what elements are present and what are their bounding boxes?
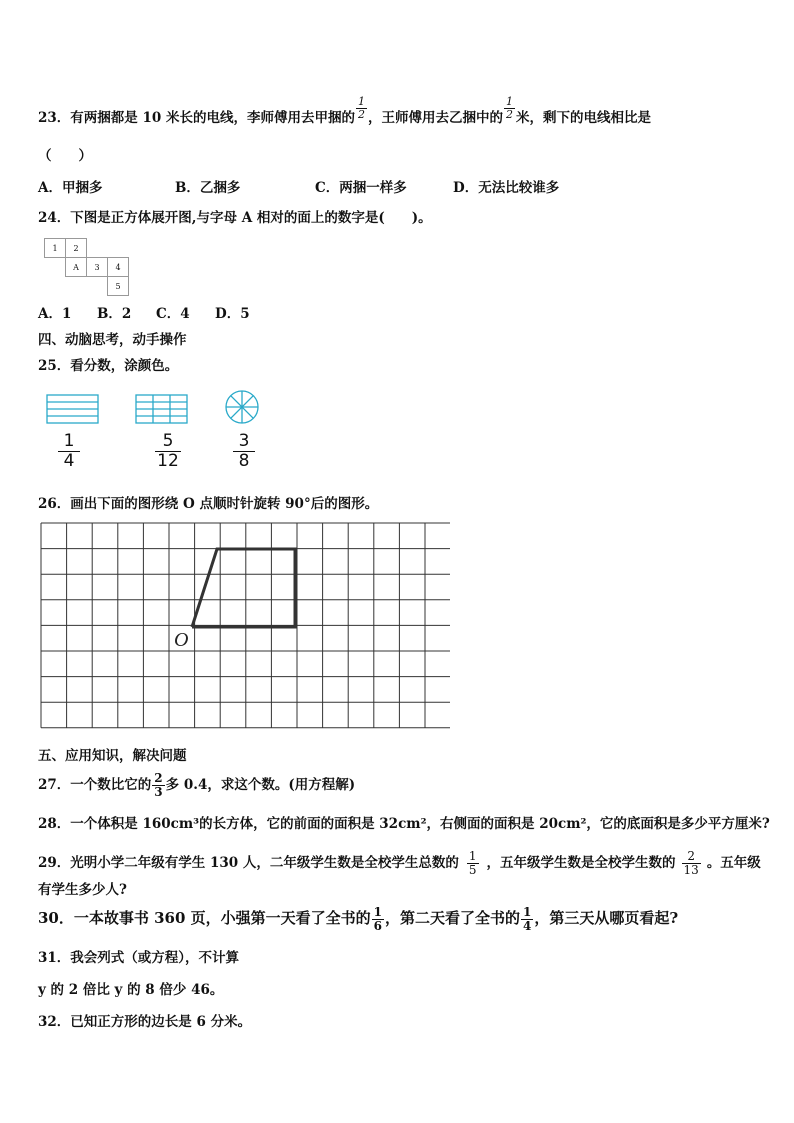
net-cell: 4 (108, 258, 129, 277)
option-c[interactable]: C．4 (156, 306, 190, 322)
fraction: $\frac{1}{2}$ (505, 95, 513, 121)
drawing-grid[interactable] (40, 522, 450, 732)
fraction-label: $\frac{1}{4}$ (58, 432, 80, 470)
option-c[interactable]: C．两捆一样多 (315, 180, 407, 196)
circle-eighths[interactable] (226, 391, 258, 423)
question-number: 30． (38, 909, 74, 927)
question-text: 画出下面的图形绕 O 点顺时针旋转 90°后的图形。 (70, 496, 379, 512)
question-number: 29． (38, 855, 71, 871)
question-23: 23．有两捆都是 10 米长的电线，李师傅用去甲捆的 $\frac{1}{2}$ ，王师傅用去乙捆中的 $\frac{1}{2}$ 米，剩下的电线相比是 (38, 95, 651, 126)
rect-quarters[interactable] (47, 395, 98, 423)
section-heading: 四、动脑思考，动手操作 (38, 332, 187, 348)
option-d[interactable]: D．无法比较谁多 (453, 180, 560, 196)
cube-net (44, 238, 129, 296)
fraction: $\frac{2}{13}$ (683, 849, 699, 877)
question-text: 一个体积是 160cm³的长方体，它的前面的面积是 32cm²，右侧面的面积是 20cm²，它的底面积是多少平方厘米? (70, 816, 770, 832)
question-number: 24． (38, 210, 71, 226)
fraction-shapes (0, 380, 300, 430)
option-a[interactable]: A．甲捆多 (38, 180, 103, 196)
fraction-label: $\frac{5}{12}$ (155, 432, 181, 470)
section-heading: 五、应用知识，解决问题 (38, 748, 187, 764)
question-number: 26． (38, 496, 71, 512)
question-28 (38, 812, 770, 832)
question-number: 31． (38, 950, 71, 966)
shape-outline (192, 549, 295, 627)
option-a[interactable]: A．1 (38, 306, 72, 322)
question-text: 已知正方形的边长是 6 分米。 (70, 1014, 252, 1030)
question-29-cont: 有学生多少人? (38, 882, 127, 898)
fraction: $\frac{1}{2}$ (357, 95, 365, 121)
net-cell: 5 (108, 277, 129, 296)
question-25 (38, 354, 178, 374)
answer-paren: （ ） (38, 148, 92, 164)
question-27: 27．一个数比它的 $\frac{2}{3}$ 多 0.4，求这个数。(用方程解) (38, 771, 356, 799)
point-o-label: O (174, 629, 189, 651)
net-cell: 3 (87, 258, 108, 277)
question-number: 27． (38, 777, 71, 793)
question-number: 25． (38, 358, 71, 374)
question-text: 看分数，涂颜色。 (70, 358, 179, 374)
fraction: $\frac{1}{6}$ (373, 904, 382, 933)
question-number: 32． (38, 1014, 71, 1030)
question-30: 30．一本故事书 360 页，小强第一天看了全书的 $\frac{1}{6}$ ，第二天看了全书的 $\frac{1}{4}$ ，第三天从哪页看起? (38, 904, 679, 933)
fraction: $\frac{1}{5}$ (468, 849, 477, 877)
question-text: 我会列式（或方程），不计算 (70, 950, 240, 966)
net-cell: A (66, 258, 87, 277)
rect-twelfths[interactable] (136, 395, 187, 423)
fraction-label: $\frac{3}{8}$ (233, 432, 255, 470)
question-26 (38, 492, 378, 512)
question-number: 23． (38, 110, 71, 126)
fraction: $\frac{2}{3}$ (154, 771, 163, 799)
question-31 (38, 946, 239, 966)
question-31-sub: y 的 2 倍比 y 的 8 倍少 46。 (38, 982, 224, 998)
net-cell: 2 (66, 239, 87, 258)
fraction: $\frac{1}{4}$ (523, 904, 532, 933)
question-29: 29．光明小学二年级有学生 130 人，二年级学生数是全校学生总数的 $\frac{1}{5}$ ，五年级学生数是全校学生数的 $\frac{2}{13}$ 。五年级 (38, 849, 761, 877)
net-cell: 1 (45, 239, 66, 258)
option-d[interactable]: D．5 (215, 306, 250, 322)
question-number: 28． (38, 816, 71, 832)
option-b[interactable]: B．乙捆多 (175, 180, 241, 196)
question-32 (38, 1010, 251, 1030)
option-b[interactable]: B．2 (97, 306, 132, 322)
question-text: 有两捆都是 10 米长的电线，李师傅用去甲捆的 (70, 110, 355, 126)
question-text: 下图是正方体展开图,与字母 A 相对的面上的数字是( )。 (70, 210, 432, 226)
question-24 (38, 206, 432, 226)
